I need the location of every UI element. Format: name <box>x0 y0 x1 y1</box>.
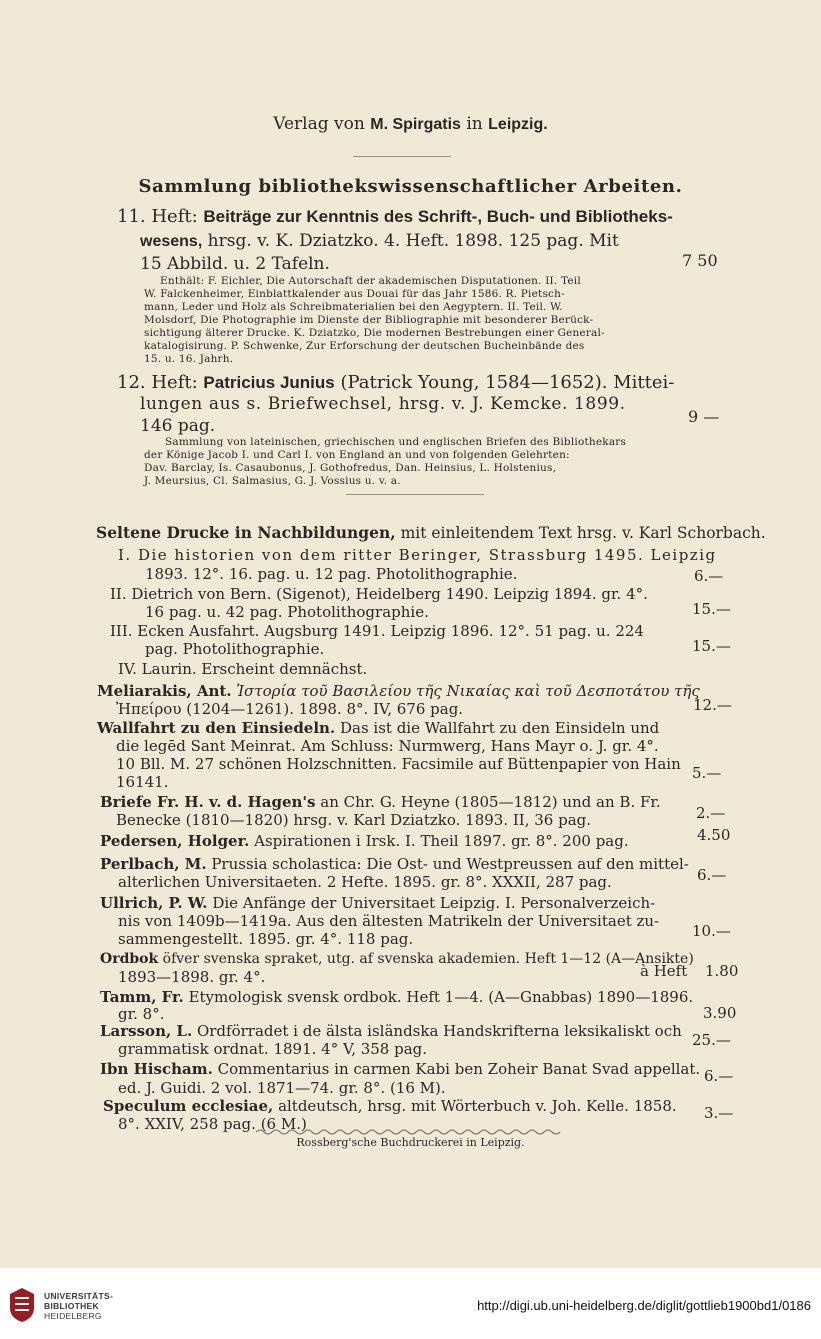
heft-11-line-1: 11. Heft: Beiträge zur Kenntnis des Schrift-, Buch- und Bibliotheks- <box>117 206 673 227</box>
entry-wallfahrt: 16141. <box>116 773 169 791</box>
entry-meliarakis: Ἠπείρου (1204—1261). 1898. 8°. IV, 676 pag. <box>116 700 464 718</box>
seltene-item-1: 1893. 12°. 16. pag. u. 12 pag. Photolithographie. <box>145 565 518 583</box>
entry-ordbok: 1893—1898. gr. 4°. <box>118 968 266 986</box>
seltene-price-3: 15.— <box>692 637 731 655</box>
entry-price: 6.— <box>697 866 727 884</box>
entry-larsson: Larsson, L. Ordförradet i de älsta isländska Handskrifterna leksikaliskt och <box>100 1022 682 1040</box>
heft-12-note: J. Meursius, Cl. Salmasius, G. J. Vossius u. v. a. <box>144 475 401 487</box>
seltene-item-3: III. Ecken Ausfahrt. Augsburg 1491. Leipzig 1896. 12°. 51 pag. u. 224 <box>110 622 644 640</box>
heft-12-note: der Könige Jacob I. und Carl I. von England an und von folgenden Gelehrten: <box>144 449 570 461</box>
seltene-price-1: 6.— <box>694 567 724 585</box>
entry-pedersen: Pedersen, Holger. Aspirationen i Irsk. I. Theil 1897. gr. 8°. 200 pag. <box>100 832 629 850</box>
entry-price: 2.— <box>696 804 726 822</box>
seltene-item-4: IV. Laurin. Erscheint demnächst. <box>118 660 368 678</box>
heft-11-note: katalogisirung. P. Schwenke, Zur Erforschung der deutschen Bucheinbände des <box>144 340 585 352</box>
entry-hagen: Briefe Fr. H. v. d. Hagen's an Chr. G. Heyne (1805—1812) und an B. Fr. <box>100 793 661 811</box>
entry-price: 5.— <box>692 764 722 782</box>
entry-ullrich: nis von 1409b—1419a. Aus den ältesten Matrikeln der Universitaet zu- <box>118 912 660 930</box>
university-seal-icon <box>8 1286 36 1324</box>
entry-price: 3.90 <box>703 1004 737 1022</box>
seltene-title: Seltene Drucke in Nachbildungen, mit einleitendem Text hrsg. v. Karl Schorbach. <box>96 523 766 542</box>
heft-12-line-1: 12. Heft: Patricius Junius (Patrick Young, 1584—1652). Mittei- <box>117 372 675 393</box>
heft-11-line-2: wesens, hrsg. v. K. Dziatzko. 4. Heft. 1898. 125 pag. Mit <box>140 231 619 251</box>
footer-bar <box>0 1268 821 1339</box>
seltene-item-2: II. Dietrich von Bern. (Sigenot), Heidelberg 1490. Leipzig 1894. gr. 4°. <box>110 585 648 603</box>
entry-ibn-hischam: ed. J. Guidi. 2 vol. 1871—74. gr. 8°. (16 M). <box>118 1079 446 1097</box>
entry-tamm: gr. 8°. <box>118 1005 165 1023</box>
source-url-link[interactable]: http://digi.ub.uni-heidelberg.de/diglit/gottlieb1900bd1/0186 <box>477 1298 811 1313</box>
heft-11-note: mann, Leder und Holz als Schreibmaterialien bei den Aegyptern. II. Teil. W. <box>144 301 563 313</box>
entry-meliarakis: Meliarakis, Ant. Ἱστορία τοῦ Βασιλείου τῆς Νικαίας καὶ τοῦ Δεσποτάτου τῆς <box>97 682 700 700</box>
divider <box>346 494 484 495</box>
entry-tamm: Tamm, Fr. Etymologisk svensk ordbok. Heft 1—4. (A—Gnabbas) 1890—1896. <box>100 988 694 1006</box>
seltene-item-1: I. Die historien von dem ritter Beringer, Strassburg 1495. Leipzig <box>118 546 717 564</box>
entry-price: 12.— <box>693 696 732 714</box>
entry-price: 1.80 <box>705 962 739 980</box>
heft-12-note: Sammlung von lateinischen, griechischen und englischen Briefen des Bibliothekars <box>165 436 627 448</box>
heft-11-note: 15. u. 16. Jahrh. <box>144 353 234 365</box>
entry-ullrich: Ullrich, P. W. Die Anfänge der Universitaet Leipzig. I. Personalverzeich- <box>100 894 656 912</box>
heft-12-line-3: 146 pag. <box>140 416 216 436</box>
entry-perlbach: alterlichen Universitaeten. 2 Hefte. 1895. gr. 8°. XXXII, 287 pag. <box>118 873 612 891</box>
entry-wallfahrt: die legēd Sant Meinrat. Am Schluss: Nurmwerg, Hans Mayr o. J. gr. 4°. <box>116 737 659 755</box>
logo-text: BIBLIOTHEK <box>44 1301 99 1311</box>
section-title-sammlung: Sammlung bibliothekswissenschaftlicher Arbeiten. <box>138 176 683 197</box>
heft-11-note: W. Falckenheimer, Einblattkalender aus Douai für das Jahr 1586. R. Pietsch- <box>144 288 565 300</box>
entry-wallfahrt: Wallfahrt zu den Einsiedeln. Das ist die Wallfahrt zu den Einsideln und <box>97 719 660 737</box>
entry-larsson: grammatisk ordnat. 1891. 4° V, 358 pag. <box>118 1040 428 1058</box>
entry-ullrich: sammengestellt. 1895. gr. 4°. 118 pag. <box>118 930 414 948</box>
printer-imprint: Rossberg'sche Buchdruckerei in Leipzig. <box>296 1136 525 1149</box>
entry-price: 4.50 <box>697 826 731 844</box>
seltene-price-2: 15.— <box>692 600 731 618</box>
heft-11-price: 7 50 <box>682 251 718 270</box>
entry-speculum: 8°. XXIV, 258 pag. (6 M.) <box>118 1115 307 1133</box>
seltene-item-3: pag. Photolithographie. <box>145 640 325 658</box>
entry-ordbok: Ordbok öfver svenska spraket, utg. af svenska akademien. Heft 1—12 (A—Ansikte) <box>100 951 694 967</box>
entry-price: 6.— <box>704 1067 734 1085</box>
entry-speculum: Speculum ecclesiae, altdeutsch, hrsg. mit Wörterbuch v. Joh. Kelle. 1858. <box>103 1097 677 1115</box>
heft-11-line-3: 15 Abbild. u. 2 Tafeln. <box>140 254 330 274</box>
heft-11-note: Molsdorf, Die Photographie im Dienste der Bibliographie mit besonderer Berück- <box>144 314 594 326</box>
entry-wallfahrt: 10 Bll. M. 27 schönen Holzschnitten. Facsimile auf Büttenpapier von Hain <box>116 755 681 773</box>
entry-price: 3.— <box>704 1104 734 1122</box>
entry-perlbach: Perlbach, M. Prussia scholastica: Die Ost- und Westpreussen auf den mittel- <box>100 855 689 873</box>
entry-price: 25.— <box>692 1031 731 1049</box>
heft-12-note: Dav. Barclay, Is. Casaubonus, J. Gothofredus, Dan. Heinsius, L. Holstenius, <box>144 462 557 474</box>
logo-text: HEIDELBERG <box>44 1311 102 1321</box>
entry-ibn-hischam: Ibn Hischam. Commentarius in carmen Kabi ben Zoheir Banat Svad appellat. <box>100 1060 701 1078</box>
seltene-item-2: 16 pag. u. 42 pag. Photolithographie. <box>145 603 429 621</box>
heft-11-note: sichtigung älterer Drucke. K. Dziatzko, Die modernen Bestrebungen einer General- <box>144 327 605 339</box>
heft-12-line-2: lungen aus s. Briefwechsel, hrsg. v. J. Kemcke. 1899. <box>140 394 626 414</box>
entry-price: 10.— <box>692 922 731 940</box>
heft-11-note: Enthält: F. Eichler, Die Autorschaft der akademischen Disputationen. II. Teil <box>160 275 581 287</box>
logo-text: UNIVERSITÄTS- <box>44 1291 114 1301</box>
publisher-header: Verlag von M. Spirgatis in Leipzig. <box>273 114 548 134</box>
entry-price-unit: à Heft <box>640 962 688 980</box>
entry-hagen: Benecke (1810—1820) hrsg. v. Karl Dziatzko. 1893. II, 36 pag. <box>116 811 592 829</box>
divider <box>353 156 451 157</box>
heft-12-price: 9 — <box>688 407 720 426</box>
wavy-divider <box>256 1128 566 1136</box>
